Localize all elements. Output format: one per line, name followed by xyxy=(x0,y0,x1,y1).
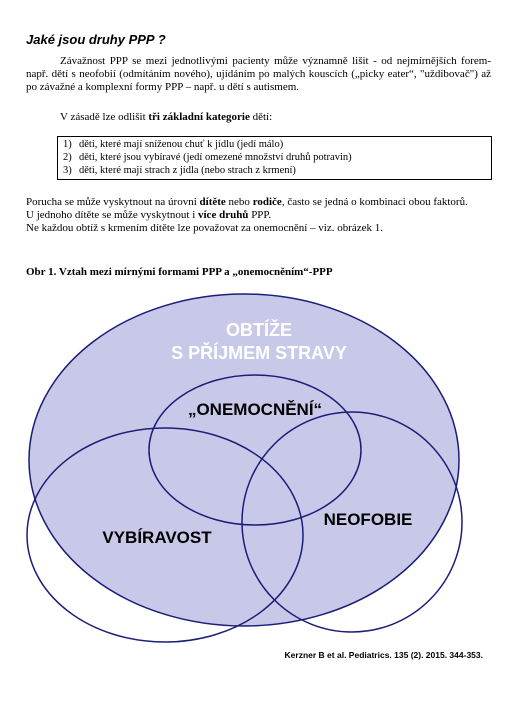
note-bold-child: dítěte xyxy=(199,196,226,208)
outer-label-line1: OBTÍŽE xyxy=(226,320,292,340)
categories-intro-before: V zásadě lze odlišit xyxy=(60,111,149,123)
categories-intro-bold: tři základní kategorie xyxy=(148,111,250,123)
picky-eating-label: VYBÍRAVOST xyxy=(102,528,212,547)
note-line-2 xyxy=(26,209,491,222)
note-line-1 xyxy=(26,196,491,209)
category-number: 3) xyxy=(63,165,72,176)
intro-paragraph: Závažnost PPP se mezi jednotlivými pacienty může významně lišit - od nejmírnějších forem-např. dětí s neofobií (odmítáním nového), ujídáním po malých kouscích („picky eater“, "uždibovač") až po závažné a komplexní formy PPP – např. u dětí s autismem. xyxy=(26,55,491,93)
figure-caption: Obr 1. Vztah mezi mírnými formami PPP a „onemocněním“-PPP xyxy=(26,266,333,278)
outer-label-line2: S PŘÍJMEM STRAVY xyxy=(171,343,347,363)
citation: Kerzner B et al. Pediatrics. 135 (2). 2015. 344-353. xyxy=(284,650,483,660)
categories-intro xyxy=(60,111,490,124)
category-item xyxy=(58,138,491,151)
category-number: 1) xyxy=(63,139,72,150)
venn-diagram xyxy=(0,290,521,650)
category-number: 2) xyxy=(63,152,72,163)
disorder-label: „ONEMOCNĚNÍ“ xyxy=(187,400,323,419)
note-bold-parent: rodiče xyxy=(252,196,282,208)
category-text: děti, které jsou vybíravé (jedí omezené množství druhů potravin) xyxy=(79,152,352,163)
note-text: PPP. xyxy=(248,209,272,221)
category-text: děti, které mají sníženou chuť k jídlu (jedí málo) xyxy=(79,139,284,150)
note-text: Porucha se může vyskytnout na úrovni xyxy=(26,196,200,208)
note-text: , často se jedná o kombinaci obou faktorů. xyxy=(281,196,468,208)
neophobia-label: NEOFOBIE xyxy=(323,510,413,529)
disorder-notes xyxy=(26,196,491,235)
category-item xyxy=(58,151,491,164)
categories-list xyxy=(57,136,492,180)
categories-intro-after: dětí: xyxy=(249,111,273,123)
category-item xyxy=(58,164,491,177)
category-text: děti, které mají strach z jídla (nebo strach z krmení) xyxy=(79,165,296,176)
note-bold-multiple: více druhů xyxy=(198,209,249,221)
section-heading: Jaké jsou druhy PPP ? xyxy=(26,32,166,47)
note-line-3: Ne každou obtíž s krmením dítěte lze považovat za onemocnění – viz. obrázek 1. xyxy=(26,222,384,234)
note-text: U jednoho dítěte se může vyskytnout i xyxy=(26,209,198,221)
note-text: nebo xyxy=(225,196,253,208)
